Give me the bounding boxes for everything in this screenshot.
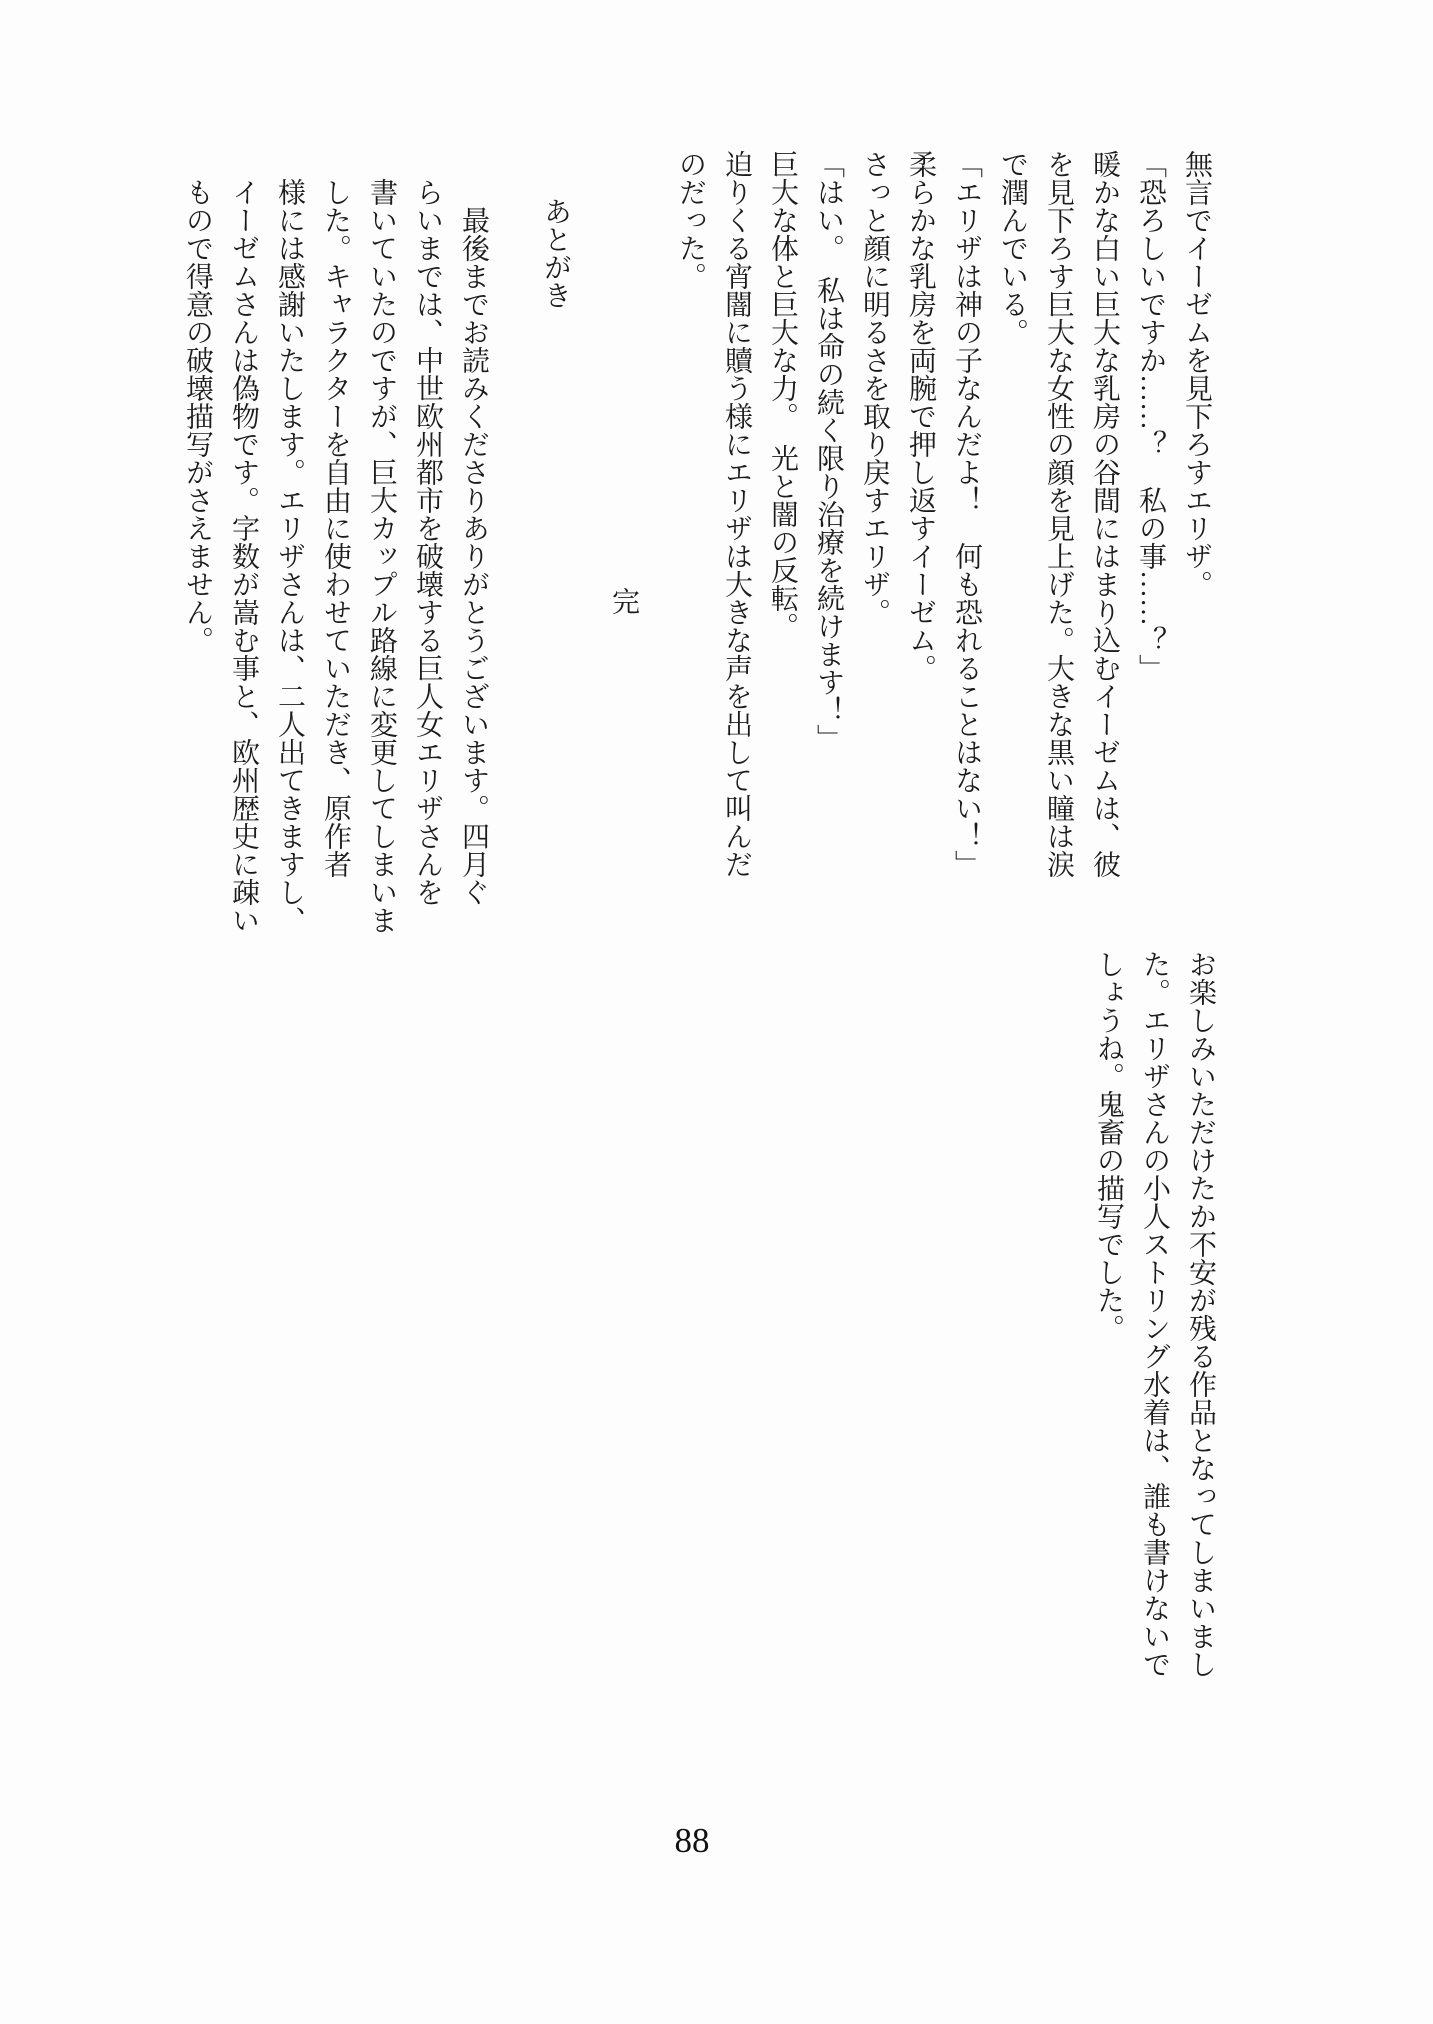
afterword-continuation-block [1085, 950, 1223, 1712]
story-line: 無言でイーゼムを見下ろすエリザ。 [1181, 150, 1212, 598]
story-line: 迫りくる宵闇に贖う様にエリザは大きな声を出して叫んだ [721, 150, 752, 878]
story-line: さっと顔に明るさを取り戻すエリザ。 [859, 150, 890, 626]
afterword-text-block [174, 178, 496, 940]
story-line: 巨大な体と巨大な力。 光と闇の反転。 [767, 150, 798, 640]
story-line: 暖かな白い巨大な乳房の谷間にはまり込むイーゼムは、彼 [1089, 150, 1120, 878]
afterword-line: した。キャラクターを自由に使わせていただき、原作者 [320, 178, 351, 878]
story-line: 「エリザは神の子なんだよ！ 何も恐れることはない！」 [951, 150, 982, 878]
afterword-heading: あとがき [540, 197, 571, 309]
afterword-line: イーゼムさんは偽物です。字数が嵩む事と、欧州歴史に疎い [228, 178, 259, 934]
afterword-line: 最後までお読みくださりありがとうございます。四月ぐ [458, 178, 489, 906]
afterword-line: お楽しみいただけたか不安が残る作品となってしまいまし [1185, 950, 1216, 1678]
story-line: 「はい。 私は命の続く限り治療を続けます！」 [813, 150, 844, 752]
afterword-line: 様には感謝いたします。エリザさんは、二人出てきますし、 [274, 178, 305, 934]
afterword-line: らいまでは、中世欧州都市を破壊する巨人女エリザさんを [412, 178, 443, 906]
afterword-line: しょうね。鬼畜の描写でした。 [1093, 950, 1124, 1342]
story-end-mark: 完 [608, 587, 639, 615]
story-line: 「恐ろしいですか……？ 私の事……？」 [1135, 150, 1166, 682]
page-number: 88 [674, 1821, 710, 1860]
story-line: 柔らかな乳房を両腕で押し返すイーゼム。 [905, 150, 936, 682]
afterword-line: もので得意の破壊描写がさえません。 [182, 178, 213, 654]
story-line: を見下ろす巨大な女性の顔を見上げた。大きな黒い瞳は涙 [1043, 150, 1074, 878]
story-line: で潤んでいる。 [997, 150, 1028, 346]
story-text-block [667, 150, 1219, 912]
afterword-line: 書いていたのですが、巨大カップル路線に変更してしまいま [366, 178, 397, 934]
story-line: のだった。 [675, 150, 706, 290]
afterword-line: た。エリザさんの小人ストリング水着は、誰も書けないで [1139, 950, 1170, 1678]
